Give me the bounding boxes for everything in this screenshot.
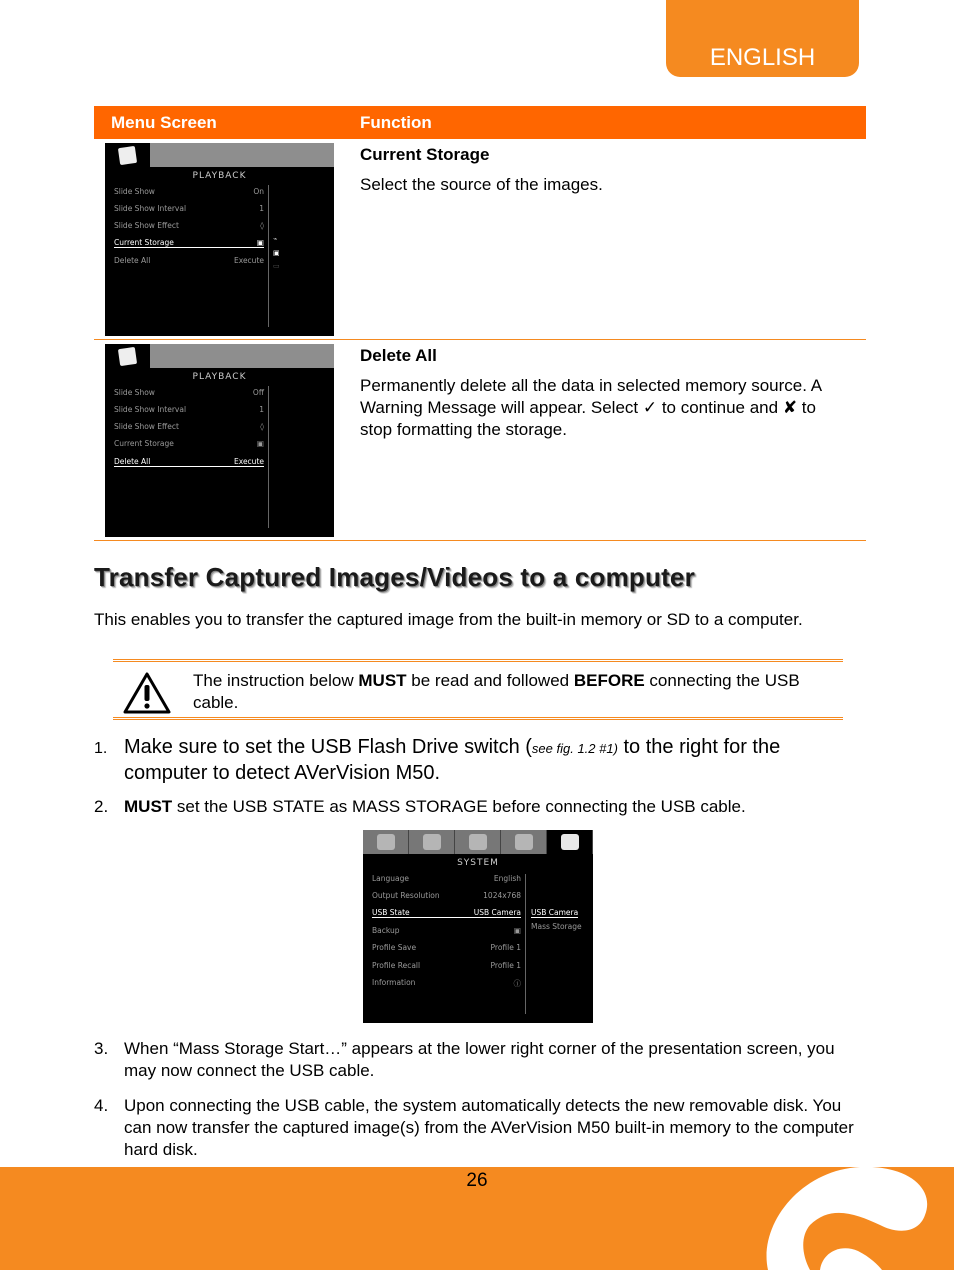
usb-state-option: USB Camera — [531, 908, 579, 917]
cross-icon: ✘ — [782, 398, 798, 417]
table-row — [94, 139, 866, 340]
function-description: Select the source of the images. — [360, 175, 603, 194]
warning-box — [113, 659, 843, 720]
playback-camera-icon — [105, 143, 150, 167]
function-title: Current Storage — [360, 145, 490, 164]
page-footer — [0, 1167, 954, 1270]
step-text: MUST set the USB STATE as MASS STORAGE before connecting the USB cable. — [124, 797, 746, 816]
section-heading: Transfer Captured Images/Videos to a computer — [94, 562, 695, 592]
system-item: Output Resolution 1024x768 — [372, 891, 521, 900]
system-item: Information ⓘ — [372, 978, 521, 988]
osd-item: Current Storage ▣ — [114, 439, 264, 448]
step-number: 3. — [94, 1039, 109, 1058]
osd-item: Slide Show Interval 1 — [114, 204, 264, 213]
osd-item-selected: Delete All Execute — [114, 457, 264, 466]
aver-logo-icon — [760, 1165, 954, 1270]
language-tab — [666, 0, 859, 77]
camera-tab-icon — [409, 830, 455, 854]
step-number: 4. — [94, 1096, 109, 1115]
header-menu-screen: Menu Screen — [111, 113, 217, 132]
playback-tab-icon — [363, 830, 409, 854]
function-title: Delete All — [360, 346, 437, 365]
osd-title: PLAYBACK — [192, 372, 247, 382]
usb-icon: ⌁ — [273, 235, 278, 243]
step-text: Make sure to set the USB Flash Drive switch (see fig. 1.2 #1) to the right for the computer to detect AVerVision M50. — [124, 736, 781, 784]
table-row — [94, 340, 866, 541]
osd-item-selected: Current Storage ▣ — [114, 238, 264, 247]
osd-item: Slide Show Effect ◊ — [114, 221, 264, 230]
menu-function-table — [94, 106, 866, 541]
step-number: 2. — [94, 797, 109, 816]
check-icon: ✓ — [642, 398, 658, 417]
osd-item: Slide Show Effect ◊ — [114, 422, 264, 431]
system-menu-title: SYSTEM — [457, 858, 499, 868]
playback-camera-icon — [105, 344, 150, 368]
system-menu-screenshot — [363, 830, 593, 1023]
warning-icon — [122, 671, 172, 715]
function-description: Permanently delete all the data in selected memory source. A Warning Message will appear. Select ✓ to continue and ✘ to stop formatting the storage. — [360, 376, 822, 439]
osd-item: Delete All Execute — [114, 256, 264, 265]
usb-state-option: Mass Storage — [531, 922, 582, 931]
playback-menu-screenshot-current-storage — [105, 143, 334, 336]
osd-item: Slide Show Off — [114, 388, 264, 397]
system-tab-icon — [547, 830, 593, 854]
memory-icon: ▣ — [273, 249, 280, 257]
image-tab-icon — [455, 830, 501, 854]
warning-text: The instruction below MUST be read and followed BEFORE connecting the USB cable. — [193, 671, 800, 712]
tools-tab-icon — [501, 830, 547, 854]
sd-icon: ▭ — [273, 262, 280, 270]
function-cell — [360, 340, 830, 441]
language-label: ENGLISH — [709, 44, 816, 71]
system-item: Backup ▣ — [372, 926, 521, 935]
system-item: Profile Recall Profile 1 — [372, 961, 521, 970]
function-cell — [360, 139, 830, 196]
osd-item: Slide Show On — [114, 187, 264, 196]
osd-item: Slide Show Interval 1 — [114, 405, 264, 414]
section-intro: This enables you to transfer the captured image from the built-in memory or SD to a computer. — [94, 610, 803, 629]
table-header — [94, 106, 866, 139]
step-text: When “Mass Storage Start…” appears at the lower right corner of the presentation screen, you may now connect the USB cable. — [124, 1039, 835, 1080]
page-number: 26 — [466, 1170, 488, 1191]
system-item: Profile Save Profile 1 — [372, 943, 521, 952]
playback-menu-screenshot-delete-all — [105, 344, 334, 537]
osd-title: PLAYBACK — [192, 171, 247, 181]
system-item-selected: USB State USB Camera — [372, 908, 521, 917]
header-function: Function — [360, 113, 432, 132]
step-number: 1. — [94, 740, 108, 757]
step-text: Upon connecting the USB cable, the system automatically detects the new removable disk. You can now transfer the captured image(s) from the AVerVision M50 built-in memory to the computer hard disk. — [124, 1096, 854, 1159]
system-item: Language English — [372, 874, 521, 883]
